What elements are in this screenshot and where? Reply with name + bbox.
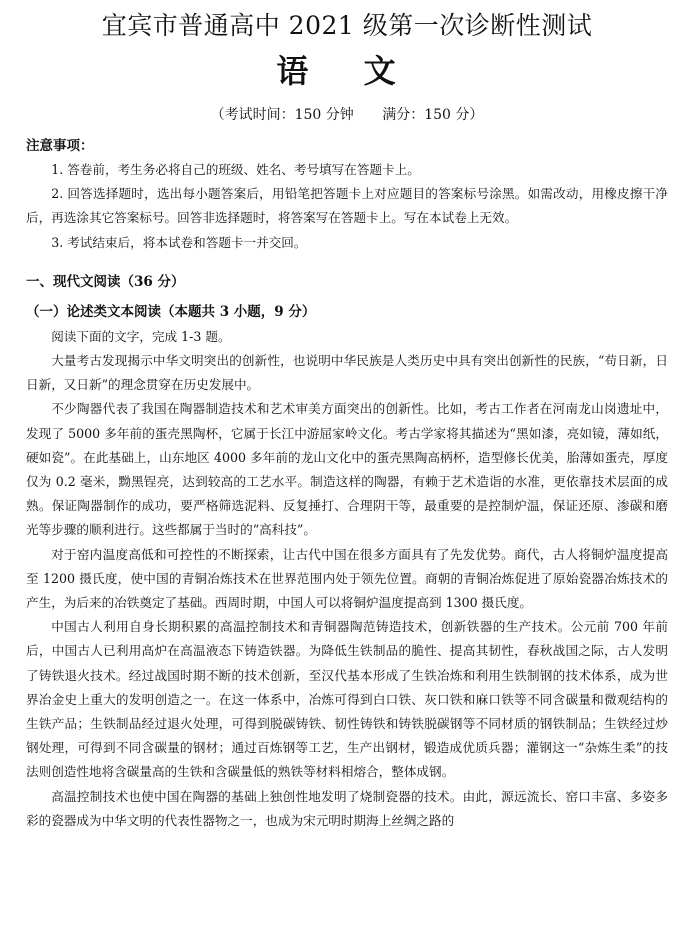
full-score: 满分：150 分） — [382, 107, 484, 123]
reading-instruction: 阅读下面的文字，完成 1-3 题。 — [51, 328, 231, 344]
passage-paragraph: 中国古人利用自身长期积累的高温控制技术和青铜器陶范铸造技术，创新铁器的生产技术。公元前 700 年前后，中国古人已利用高炉在高温液态下铸造铁器。为降低生铁制品的脆性、提高其韧性，春秋战国之际，古人发明了铸铁退火技术。经过战国时期不断的技术创新，至汉代基本形成了生铁冶炼和利用生铁制钢的技术体系，成为世界冶金史上重大的发明创造之一。在这一体系中，冶炼可得到白口铁、灰口铁和麻口铁等不同含碳量和微观结构的生铁产品；生铁制品经过退火处理，可得到脱碳铸铁、韧性铸铁和铸铁脱碳钢等不同材质的钢铁制品；生铁经过炒钢处理，可得到不同含碳量的钢材；通过百炼钢等工艺，生产出钢材，锻造成优质兵器；灌钢这一“杂炼生柔”的技法则创造性地将含碳量高的生铁和含碳量低的熟铁等材料相熔合，整体成钢。 — [26, 619, 668, 780]
section-heading: 一、现代文阅读（36 分） — [26, 273, 185, 290]
exam-title: 宜宾市普通高中 2021 级第一次诊断性测试 — [101, 11, 593, 40]
passage-paragraph: 对于窑内温度高低和可控性的不断探索，让古代中国在很多方面具有了先发优势。商代，古人将铜炉温度提高至 1200 摄氏度，使中国的青铜冶炼技术在世界范围内处于领先位置。商朝的青铜冶炼促进了原始瓷器冶炼技术的产生，为后来的冶铁奠定了基础。西周时期，中国人可以将铜炉温度提高到 1300 摄氏度。 — [26, 546, 668, 611]
subsection-heading: （一）论述类文本阅读（本题共 3 小题，9 分） — [26, 303, 316, 320]
notice-item: 2. 回答选择题时，选出每小题答案后，用铅笔把答题卡上对应题目的答案标号涂黑。如需改动，用橡皮擦干净后，再选涂其它答案标号。回答非选择题时，将答案写在答题卡上。写在本试卷上无效。 — [26, 186, 668, 226]
exam-info — [26, 102, 668, 128]
passage-paragraph: 不少陶器代表了我国在陶器制造技术和艺术审美方面突出的创新性。比如，考古工作者在河南龙山岗遗址中，发现了 5000 多年前的蛋壳黑陶杯，它属于长江中游屈家岭文化。考古学家将其描述为“黑如漆，亮如镜，薄如纸，硬如瓷”。在此基础上，山东地区 4000 多年前的龙山文化中的蛋壳黑陶高柄杯，造型修长优美，胎薄如蛋壳，厚度仅为 0.2 毫米，黝黑锃亮，达到较高的工艺水平。制造这样的陶器，有赖于艺术造诣的水准，更依靠技术层面的成熟。保证陶器制作的成功，要严格筛选泥料、反复捶打、合理阴干等，最重要的是控制炉温，保证还原、渗碳和磨光等步骤的顺利进行。这些都属于当时的“高科技”。 — [26, 401, 668, 538]
subject-title: 语 文 — [276, 52, 418, 90]
exam-time: （考试时间：150 分钟 — [210, 107, 354, 123]
passage-paragraph: 高温控制技术也使中国在陶器的基础上独创性地发明了烧制瓷器的技术。由此，源远流长、窑口丰富、多姿多彩的瓷器成为中华文明的代表性器物之一，也成为宋元明时期海上丝绸之路的 — [26, 788, 668, 828]
notice-item: 1. 答卷前，考生务必将自己的班级、姓名、考号填写在答题卡上。 — [51, 162, 420, 177]
notice-item: 3. 考试结束后，将本试卷和答题卡一并交回。 — [51, 234, 307, 250]
notice-heading: 注意事项： — [26, 138, 94, 154]
passage-paragraph: 大量考古发现揭示中华文明突出的创新性，也说明中华民族是人类历史中具有突出创新性的民族，“苟日新，日日新，又日新”的理念贯穿在历史发展中。 — [26, 353, 668, 393]
